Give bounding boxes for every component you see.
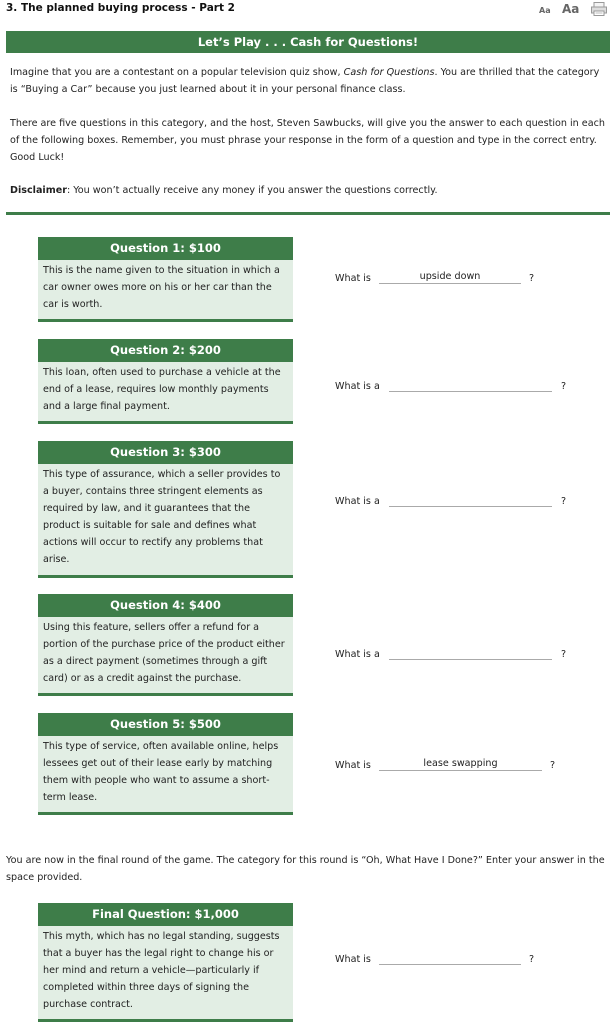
answer-input-2[interactable] [389, 377, 552, 392]
answer-input-5[interactable] [379, 756, 542, 771]
answer-suffix: ? [561, 649, 567, 660]
card-bottom-bar [38, 575, 293, 578]
final-question-card [38, 903, 293, 1022]
intro-text-start: Imagine that you are a contestant on a popular television quiz show, [10, 67, 344, 78]
question-title: Question 2: $200 [38, 339, 293, 362]
answer-prefix: What is a [335, 381, 380, 392]
card-bottom-bar [38, 812, 293, 815]
question-text: This type of assurance, which a seller provides to a buyer, contains three stringent elements as required by law, and it guarantees that the product is suitable for sale and defines what actions will occur to rectify any problems that arise. [43, 469, 281, 565]
question-title: Question 4: $400 [38, 594, 293, 617]
answer-suffix: ? [561, 496, 567, 507]
answer-input-3[interactable] [389, 492, 552, 507]
answer-prefix: What is a [335, 496, 380, 507]
final-round-intro: You are now in the final round of the game. The category for this round is “Oh, What Have I Done?” Enter your answer in the space provided. [6, 855, 605, 883]
print-icon[interactable] [591, 2, 607, 16]
question-text: This type of service, often available online, helps lessees get out of their lease early by matching them with people who want to assume a short-term lease. [43, 741, 279, 803]
question-text: Using this feature, sellers offer a refund for a portion of the purchase price of the product either as a direct payment (sometimes through a gift card) or as a credit against the purchase. [43, 622, 285, 684]
question-title: Question 5: $500 [38, 713, 293, 736]
increase-font-button[interactable]: Aa [562, 2, 580, 16]
question-text: This loan, often used to purchase a vehicle at the end of a lease, requires low monthly payments and a large final payment. [43, 367, 281, 412]
question-title: Final Question: $1,000 [38, 903, 293, 926]
answer-suffix: ? [561, 381, 567, 392]
card-bottom-bar [38, 1019, 293, 1022]
top-bar [0, 0, 611, 22]
intro-paragraph-1 [10, 64, 606, 98]
decrease-font-button[interactable]: Aa [539, 6, 551, 15]
page-title: 3. The planned buying process - Part 2 [6, 2, 235, 14]
answer-prefix: What is [335, 273, 371, 284]
disclaimer-text: : You won’t actually receive any money if you answer the questions correctly. [66, 185, 438, 196]
question-card-5 [38, 713, 293, 815]
intro-paragraph-2: There are five questions in this category, and the host, Steven Sawbucks, will give you the answer to each question in each of the following boxes. Remember, you must phrase your response in the form of a question and type in the correct entry. Good Luck! [10, 118, 605, 163]
answer-input-4[interactable] [389, 645, 552, 660]
answer-input-1[interactable] [379, 269, 521, 284]
game-banner: Let’s Play . . . Cash for Questions! [6, 31, 610, 53]
answer-suffix: ? [550, 760, 556, 771]
answer-suffix: ? [529, 273, 535, 284]
question-title: Question 1: $100 [38, 237, 293, 260]
question-card-4 [38, 594, 293, 696]
question-text: This myth, which has no legal standing, suggests that a buyer has the legal right to change his or her mind and return a vehicle—particularly if completed within three days of signing the purchase contract. [43, 931, 280, 1010]
final-answer-input[interactable] [379, 950, 521, 965]
intro-text-end: . You are thrilled that the category is “Buying a Car” because you just learned about it in your personal finance class. [10, 67, 600, 95]
card-bottom-bar [38, 693, 293, 696]
question-card-2 [38, 339, 293, 424]
answer-prefix: What is [335, 760, 371, 771]
disclaimer [10, 182, 606, 199]
answer-suffix: ? [529, 954, 535, 965]
card-bottom-bar [38, 421, 293, 424]
question-text: This is the name given to the situation in which a car owner owes more on his or her car than the car is worth. [43, 265, 280, 310]
question-card-1 [38, 237, 293, 322]
disclaimer-label: Disclaimer [10, 185, 67, 196]
card-bottom-bar [38, 319, 293, 322]
question-title: Question 3: $300 [38, 441, 293, 464]
answer-prefix: What is [335, 954, 371, 965]
show-name: Cash for Questions [343, 67, 435, 78]
section-divider [6, 212, 610, 215]
answer-prefix: What is a [335, 649, 380, 660]
question-card-3 [38, 441, 293, 578]
